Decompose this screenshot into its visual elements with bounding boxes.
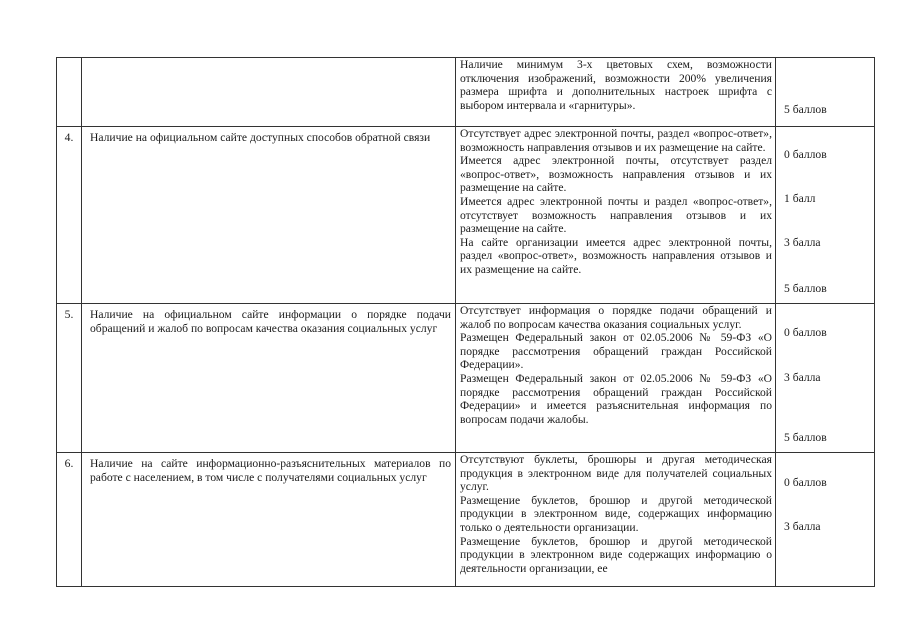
criterion-cell	[82, 58, 456, 127]
table-row	[57, 127, 875, 304]
score-value: 5 баллов	[784, 282, 827, 295]
score-cell	[776, 127, 875, 304]
row-number: 5.	[57, 304, 82, 453]
score-value: 1 балл	[784, 192, 816, 205]
option-text: Размещен Федеральный закон от 02.05.2006 № 59-ФЗ «О порядке рассмотрения обращений граждан Российской Федерации» и имеется разъяснительная информация по вопросам подачи жалобы.	[460, 371, 772, 426]
score-cell	[776, 58, 875, 127]
criterion-cell: Наличие на официальном сайте доступных способов обратной связи	[82, 127, 456, 304]
option-text: Размещение буклетов, брошюр и другой методической продукции в электронном виде, содержащих информацию только о деятельности организации.	[460, 493, 772, 534]
score-value: 3 балла	[784, 236, 821, 249]
description-cell	[456, 127, 776, 304]
table-row	[57, 453, 875, 587]
score-value: 3 балла	[784, 371, 821, 384]
option-text: Наличие минимум 3-х цветовых схем, возможности отключения изображений, возможности 200% увеличения размера шрифта и дополнительных настроек шрифта с выбором интервала и «гарнитуры».	[460, 58, 772, 112]
score-value: 5 баллов	[784, 431, 827, 444]
row-number: 4.	[57, 127, 82, 304]
option-text: Размещен Федеральный закон от 02.05.2006 № 59-ФЗ «О порядке рассмотрения обращений граждан Российской Федерации».	[460, 331, 772, 372]
description-cell	[456, 304, 776, 453]
score-value: 0 баллов	[784, 326, 827, 339]
score-value: 5 баллов	[784, 103, 827, 116]
option-text: Отсутствует адрес электронной почты, раздел «вопрос-ответ», возможность направления отзывов и их размещение на сайте.	[460, 127, 772, 154]
score-value: 3 балла	[784, 520, 821, 533]
option-text: На сайте организации имеется адрес электронной почты, раздел «вопрос-ответ», возможность направления отзывов и их размещение на сайте.	[460, 235, 772, 276]
option-text: Имеется адрес электронной почты, отсутствует раздел «вопрос-ответ», возможность направления отзывов и их размещение на сайте.	[460, 154, 772, 195]
table-row	[57, 304, 875, 453]
score-value: 0 баллов	[784, 148, 827, 161]
table-row	[57, 58, 875, 127]
row-number	[57, 58, 82, 127]
option-text: Отсутствуют буклеты, брошюры и другая методическая продукция в электронном виде для получателей социальных услуг.	[460, 453, 772, 494]
score-cell	[776, 453, 875, 587]
description-cell	[456, 58, 776, 127]
score-value: 0 баллов	[784, 476, 827, 489]
score-cell	[776, 304, 875, 453]
description-cell	[456, 453, 776, 587]
criterion-cell: Наличие на сайте информационно-разъяснительных материалов по работе с населением, в том числе с получателями социальных услуг	[82, 453, 456, 587]
row-number: 6.	[57, 453, 82, 587]
option-text: Отсутствует информация о порядке подачи обращений и жалоб по вопросам качества оказания социальных услуг.	[460, 304, 772, 331]
criterion-cell: Наличие на официальном сайте информации о порядке подачи обращений и жалоб по вопросам качества оказания социальных услуг	[82, 304, 456, 453]
option-text: Имеется адрес электронной почты и раздел «вопрос-ответ», отсутствует возможность направления отзывов и их размещение на сайте.	[460, 194, 772, 236]
option-text: Размещение буклетов, брошюр и другой методической продукции в электронном виде содержащих информацию о деятельности организации, ее	[460, 534, 772, 575]
criteria-table	[56, 57, 875, 587]
